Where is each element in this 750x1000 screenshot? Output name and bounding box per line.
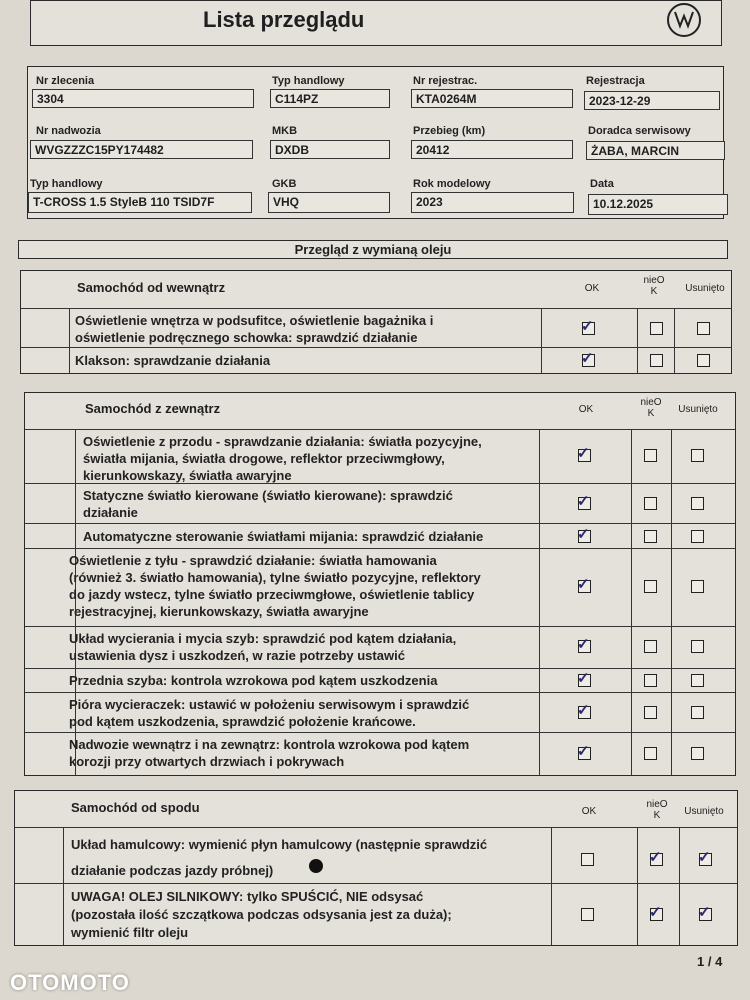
row-text-line2: oświetlenie podręcznego schowka: sprawdzić działanie bbox=[75, 330, 418, 345]
section-exterior bbox=[24, 392, 736, 776]
row-text-line1: Oświetlenie z przodu - sprawdzanie działania: światła pozycyjne, bbox=[83, 434, 482, 449]
check-mark-icon: ✓ bbox=[577, 576, 590, 593]
otomoto-watermark: OTOMOTO bbox=[10, 970, 130, 995]
label-trade-type: Typ handlowy bbox=[272, 75, 345, 87]
checkbox-removed[interactable] bbox=[691, 747, 704, 760]
checkbox-ok[interactable] bbox=[581, 853, 594, 866]
row-text-line2: pod kątem uszkodzenia, sprawdzić położenie krańcowe. bbox=[69, 714, 416, 729]
field-model: T-CROSS 1.5 StyleB 110 TSID7F bbox=[28, 192, 252, 213]
field-mkb: DXDB bbox=[270, 140, 390, 159]
col-not-ok-line2: K bbox=[647, 408, 655, 419]
row-text-line1: Statyczne światło kierowane (światło kierowane): sprawdzić bbox=[83, 488, 453, 503]
label-service-advisor: Doradca serwisowy bbox=[588, 125, 691, 137]
checkbox-not-ok[interactable] bbox=[644, 530, 657, 543]
row-text-line2: (pozostała ilość szczątkowa podczas odsysania jest za duża); bbox=[71, 907, 452, 922]
row-text-line2: ustawienia dysz i uszkodzeń, w razie potrzeby ustawić bbox=[69, 648, 405, 663]
row-text-line1: Układ wycierania i mycia szyb: sprawdzić pod kątem działania, bbox=[69, 631, 457, 646]
checkbox-not-ok[interactable] bbox=[650, 354, 663, 367]
check-mark-icon: ✓ bbox=[577, 636, 590, 653]
col-not-ok-line1: nieO bbox=[640, 397, 662, 408]
col-ok: OK bbox=[578, 404, 594, 415]
check-mark-icon: ✓ bbox=[649, 904, 662, 921]
inspection-type-label: Przegląd z wymianą oleju bbox=[294, 242, 452, 257]
field-registration-no: KTA0264M bbox=[411, 89, 573, 108]
check-mark-icon: ✓ bbox=[577, 743, 590, 760]
checkbox-ok[interactable] bbox=[581, 350, 595, 367]
check-mark-icon: ✓ bbox=[577, 445, 590, 462]
row-text-line1: UWAGA! OLEJ SILNIKOWY: tylko SPUŚCIĆ, NIE odsysać bbox=[71, 889, 424, 904]
col-ok: OK bbox=[581, 806, 597, 817]
checkbox-ok[interactable] bbox=[581, 318, 595, 335]
label-order-no: Nr zlecenia bbox=[36, 75, 95, 87]
row-text: Przednia szyba: kontrola wzrokowa pod kątem uszkodzenia bbox=[69, 673, 438, 688]
check-mark-icon: ✓ bbox=[698, 849, 711, 866]
row-text-line1: Pióra wycieraczek: ustawić w położeniu serwisowym i sprawdzić bbox=[69, 697, 470, 712]
checkbox-ok[interactable] bbox=[577, 636, 591, 653]
col-not-ok-line2: K bbox=[653, 810, 661, 821]
row-text-line3: do jazdy wstecz, tylne światło przeciwmgłowe, oświetlenie tablicy bbox=[69, 587, 475, 602]
row-text bbox=[79, 485, 457, 523]
field-service-advisor: ŻABA, MARCIN bbox=[586, 141, 725, 160]
field-mileage: 20412 bbox=[411, 140, 573, 159]
label-mileage: Przebieg (km) bbox=[413, 125, 486, 137]
label-registration-no: Nr rejestrac. bbox=[413, 75, 478, 87]
header-box bbox=[30, 0, 722, 46]
checkbox-not-ok[interactable] bbox=[644, 640, 657, 653]
checkbox-ok[interactable] bbox=[577, 493, 591, 510]
checkbox-removed[interactable] bbox=[698, 849, 712, 866]
row-text bbox=[65, 550, 485, 622]
checkbox-removed[interactable] bbox=[691, 674, 704, 687]
checkbox-ok[interactable] bbox=[577, 702, 591, 719]
row-text bbox=[71, 310, 437, 348]
check-mark-icon: ✓ bbox=[649, 849, 662, 866]
row-text-line2: (również 3. światło hamowania), tylne światło pozycyjne, reflektory bbox=[69, 570, 481, 585]
checkbox-removed[interactable] bbox=[691, 706, 704, 719]
row-text-line3: wymienić filtr oleju bbox=[71, 925, 189, 940]
table-row bbox=[25, 626, 735, 668]
table-row bbox=[25, 483, 735, 523]
vw-logo-icon bbox=[667, 3, 701, 37]
checkbox-removed[interactable] bbox=[697, 322, 710, 335]
checkbox-not-ok[interactable] bbox=[644, 674, 657, 687]
check-mark-icon: ✓ bbox=[581, 318, 594, 335]
check-mark-icon: ✓ bbox=[577, 702, 590, 719]
vehicle-info-block bbox=[27, 66, 724, 219]
page-title: Lista przeglądu bbox=[203, 7, 365, 32]
col-not-ok-line1: nieO bbox=[646, 799, 668, 810]
table-row bbox=[25, 429, 735, 483]
label-mkb: MKB bbox=[272, 125, 298, 137]
checkbox-ok[interactable] bbox=[577, 576, 591, 593]
row-text-line1: Nadwozie wewnątrz i na zewnątrz: kontrola wzrokowa pod kątem bbox=[69, 737, 470, 752]
ink-dot bbox=[309, 859, 323, 873]
checkbox-not-ok[interactable] bbox=[644, 706, 657, 719]
col-not-ok bbox=[642, 799, 672, 821]
label-model: Typ handlowy bbox=[30, 178, 103, 190]
col-not-ok-line2: K bbox=[650, 286, 658, 297]
row-text bbox=[67, 886, 456, 944]
checkbox-removed[interactable] bbox=[691, 530, 704, 543]
row-text-line2: działanie podczas jazdy próbnej) bbox=[71, 863, 274, 878]
checkbox-not-ok[interactable] bbox=[644, 449, 657, 462]
row-text-line2: działanie bbox=[83, 505, 138, 520]
checkbox-removed[interactable] bbox=[691, 580, 704, 593]
table-row bbox=[25, 523, 735, 548]
table-row bbox=[25, 732, 735, 775]
check-mark-icon: ✓ bbox=[577, 526, 590, 543]
row-text-line1: Oświetlenie z tyłu - sprawdzić działanie: światła hamowania bbox=[69, 553, 437, 568]
check-mark-icon: ✓ bbox=[581, 350, 594, 367]
row-text: Automatyczne sterowanie światłami mijania: sprawdzić działanie bbox=[83, 529, 484, 544]
row-text-line2: korozji przy otwartych drzwiach i pokrywach bbox=[69, 754, 345, 769]
field-vin: WVGZZZC15PY174482 bbox=[30, 140, 253, 159]
checkbox-not-ok[interactable] bbox=[649, 904, 663, 921]
table-row bbox=[15, 883, 737, 945]
section-interior bbox=[20, 270, 732, 374]
label-gkb: GKB bbox=[272, 178, 297, 190]
label-vin: Nr nadwozia bbox=[36, 125, 101, 137]
section-exterior-title: Samochód z zewnątrz bbox=[85, 401, 221, 416]
table-row bbox=[21, 308, 731, 347]
col-not-ok-line1: nieO bbox=[643, 275, 665, 286]
col-not-ok bbox=[639, 275, 669, 297]
field-date: 10.12.2025 bbox=[588, 194, 728, 215]
field-trade-type: C114PZ bbox=[270, 89, 390, 108]
field-model-year: 2023 bbox=[411, 192, 574, 213]
row-text bbox=[65, 628, 460, 666]
col-removed: Usunięto bbox=[678, 404, 718, 415]
table-row bbox=[25, 548, 735, 626]
section-underbody bbox=[14, 790, 738, 946]
row-text: Klakson: sprawdzanie działania bbox=[75, 353, 271, 368]
checkbox-ok[interactable] bbox=[577, 670, 591, 687]
check-mark-icon: ✓ bbox=[577, 493, 590, 510]
row-text bbox=[65, 734, 473, 772]
inspection-type-banner bbox=[18, 240, 728, 259]
checkbox-removed[interactable] bbox=[697, 354, 710, 367]
row-text bbox=[79, 431, 486, 486]
check-mark-icon: ✓ bbox=[698, 904, 711, 921]
checkbox-removed[interactable] bbox=[691, 640, 704, 653]
table-row bbox=[25, 668, 735, 692]
checkbox-not-ok[interactable] bbox=[650, 322, 663, 335]
section-underbody-title: Samochód od spodu bbox=[71, 800, 200, 815]
row-text-line3: kierunkowskazy, światła awaryjne bbox=[83, 468, 292, 483]
field-gkb: VHQ bbox=[268, 192, 390, 213]
row-text-line1: Oświetlenie wnętrza w podsufitce, oświetlenie bagażnika i bbox=[75, 313, 434, 328]
checkbox-not-ok[interactable] bbox=[649, 849, 663, 866]
row-text-line4: rejestracyjnej, kierunkowskazy, światła awaryjne bbox=[69, 604, 369, 619]
checkbox-ok[interactable] bbox=[577, 526, 591, 543]
page-number: 1 / 4 bbox=[697, 954, 723, 969]
checkbox-removed[interactable] bbox=[691, 449, 704, 462]
checkbox-not-ok[interactable] bbox=[644, 747, 657, 760]
label-model-year: Rok modelowy bbox=[413, 178, 491, 190]
table-row bbox=[21, 347, 731, 373]
col-not-ok bbox=[636, 397, 666, 419]
label-date: Data bbox=[590, 178, 614, 190]
checkbox-not-ok[interactable] bbox=[644, 580, 657, 593]
checkbox-not-ok[interactable] bbox=[644, 497, 657, 510]
row-text bbox=[67, 830, 491, 886]
table-row bbox=[25, 692, 735, 732]
col-removed: Usunięto bbox=[685, 283, 725, 294]
checkbox-ok[interactable] bbox=[581, 908, 594, 921]
checkbox-removed[interactable] bbox=[691, 497, 704, 510]
checkbox-ok[interactable] bbox=[577, 743, 591, 760]
check-mark-icon: ✓ bbox=[577, 670, 590, 687]
row-text bbox=[65, 694, 473, 732]
row-text-line1: Układ hamulcowy: wymienić płyn hamulcowy (następnie sprawdzić bbox=[71, 837, 488, 852]
field-order-no: 3304 bbox=[32, 89, 254, 108]
label-registration-date: Rejestracja bbox=[586, 75, 645, 87]
table-row bbox=[15, 827, 737, 883]
row-text-line2: światła mijania, światła drogowe, reflektor przeciwmgłowy, bbox=[83, 451, 445, 466]
checkbox-removed[interactable] bbox=[698, 904, 712, 921]
field-registration-date: 2023-12-29 bbox=[584, 91, 720, 110]
section-interior-title: Samochód od wewnątrz bbox=[77, 280, 226, 295]
col-ok: OK bbox=[584, 283, 600, 294]
checkbox-ok[interactable] bbox=[577, 445, 591, 462]
col-removed: Usunięto bbox=[684, 806, 724, 817]
